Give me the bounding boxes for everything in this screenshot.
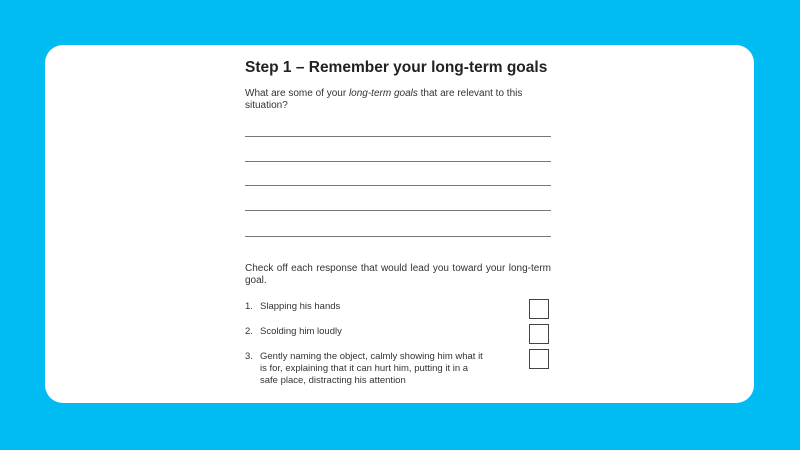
response-checkbox-1[interactable] (529, 299, 549, 319)
response-number: 3. (245, 351, 253, 362)
answer-line-1[interactable] (245, 136, 551, 137)
answer-line-2[interactable] (245, 161, 551, 162)
answer-line-5[interactable] (245, 236, 551, 237)
response-number: 2. (245, 326, 253, 337)
step-title: Step 1 – Remember your long-term goals (245, 59, 548, 76)
question-text-end: that are relevant to this situation? (245, 88, 523, 111)
response-checkbox-2[interactable] (529, 324, 549, 344)
content-card (45, 45, 754, 403)
question-emphasis: long-term goals (348, 88, 418, 99)
response-text: Slapping his hands (260, 301, 341, 312)
response-text: Scolding him loudly (260, 326, 342, 337)
question-text (245, 88, 551, 112)
response-number: 1. (245, 301, 253, 312)
question-text-start: What are some of your (245, 88, 349, 99)
instruction-text: Check off each response that would lead you toward your long-term goal. (245, 263, 551, 286)
response-text: Gently naming the object, calmly showing him what it is for, explaining that it can hurt him, putting it in a safe place, distracting his attention (260, 351, 483, 386)
answer-line-3[interactable] (245, 185, 551, 186)
response-checkbox-3[interactable] (529, 349, 549, 369)
answer-line-4[interactable] (245, 210, 551, 211)
